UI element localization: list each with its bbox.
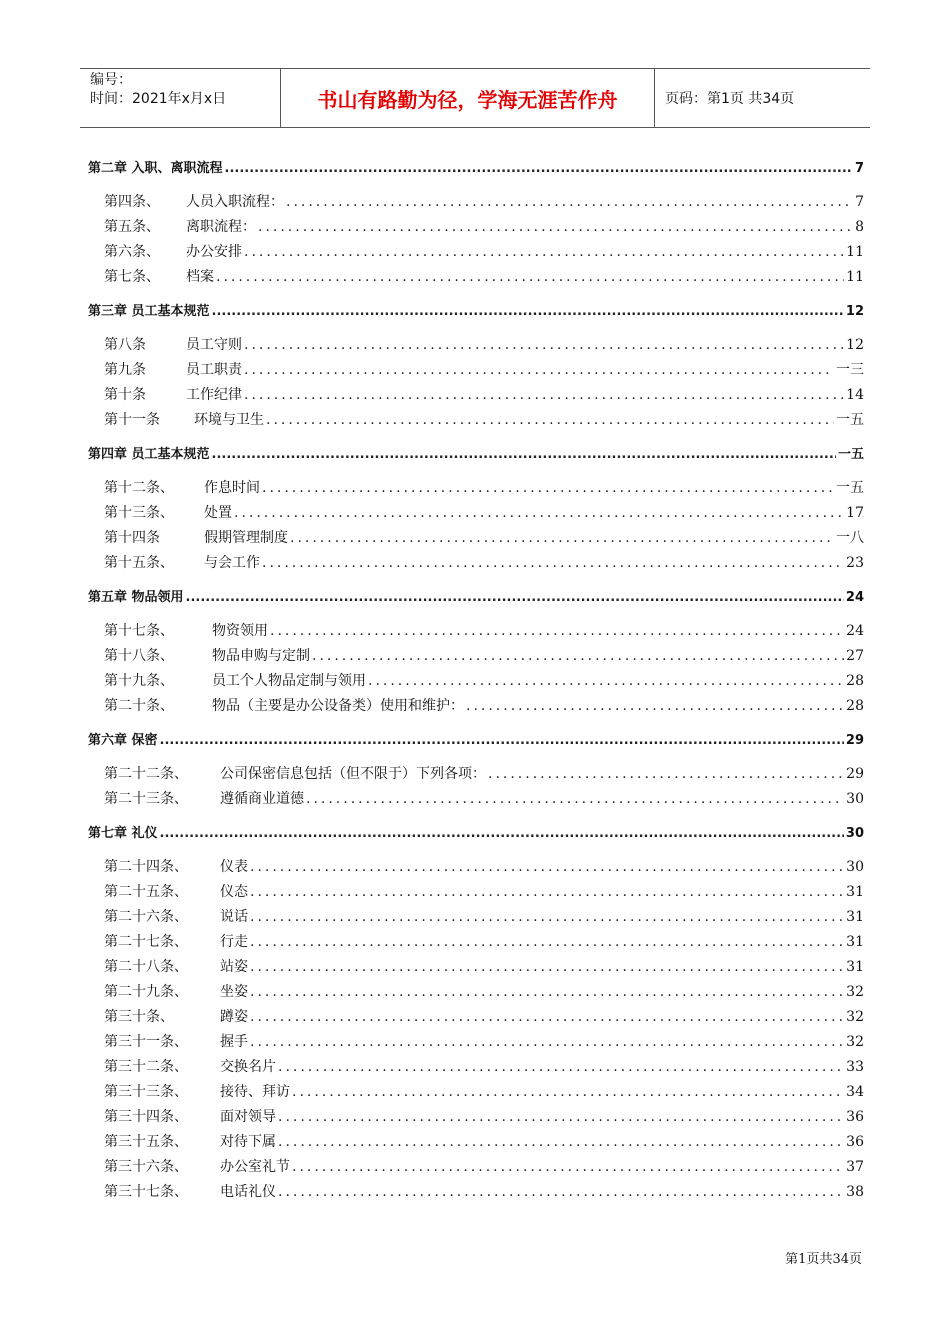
toc-dot-leader — [250, 855, 844, 880]
toc-item-row — [88, 762, 864, 787]
toc-page-number: 30 — [846, 791, 864, 807]
toc-dot-leader — [216, 265, 844, 290]
toc-item-title: 握手 — [220, 1034, 248, 1050]
toc-chapter-title: 第四章 员工基本规范 — [88, 447, 210, 462]
toc-item-title: 处置 — [204, 505, 232, 521]
toc-item-row — [88, 408, 864, 433]
header-page-info — [655, 69, 870, 127]
toc-page-number: 32 — [846, 1034, 864, 1050]
toc-dot-leader — [262, 551, 844, 576]
toc-dot-leader — [250, 1030, 844, 1055]
toc-chapter-row — [88, 299, 864, 324]
toc-item-title: 员工职责 — [186, 362, 242, 378]
toc-page-number: 一三 — [836, 362, 864, 378]
toc-item-title: 电话礼仪 — [220, 1184, 276, 1200]
toc-item-number: 第三十一条、 — [104, 1034, 188, 1050]
toc-page-number: 12 — [845, 304, 864, 319]
toc-dot-leader — [286, 190, 853, 215]
toc-item-row — [88, 240, 864, 265]
toc-dot-leader — [250, 905, 844, 930]
toc-item-title: 遵循商业道德 — [220, 791, 304, 807]
toc-item-title: 站姿 — [220, 959, 248, 975]
toc-chapter-title: 第二章 入职、离职流程 — [88, 161, 223, 176]
toc-item-title: 对待下属 — [220, 1134, 276, 1150]
toc-page-number: 36 — [846, 1109, 864, 1125]
toc-item-number: 第十条 — [104, 387, 146, 403]
toc-item-number: 第九条 — [104, 362, 146, 378]
toc-item-number: 第二十六条、 — [104, 909, 188, 925]
toc-dot-leader — [368, 669, 844, 694]
toc-dot-leader — [250, 955, 844, 980]
toc-item-number: 第二十条、 — [104, 698, 174, 714]
toc-item-number: 第八条 — [104, 337, 146, 353]
toc-item-title: 说话 — [220, 909, 248, 925]
toc-item-row — [88, 955, 864, 980]
toc-dot-leader — [250, 1005, 844, 1030]
toc-item-number: 第二十四条、 — [104, 859, 188, 875]
toc-chapter-row — [88, 821, 864, 846]
toc-page-number: 17 — [846, 505, 864, 521]
toc-page-number: 12 — [846, 337, 864, 353]
toc-page-number: 31 — [846, 934, 864, 950]
toc-dot-leader — [292, 1080, 844, 1105]
toc-item-number: 第二十三条、 — [104, 791, 188, 807]
toc-item-title: 办公安排 — [186, 244, 242, 260]
toc-item-row — [88, 1005, 864, 1030]
toc-page-number: 一五 — [837, 447, 864, 462]
toc-page-number: 24 — [845, 590, 864, 605]
toc-item-number: 第十九条、 — [104, 673, 174, 689]
footer-page-number: 第1页共34页 — [785, 1252, 862, 1267]
toc-item-title: 物资领用 — [212, 623, 268, 639]
toc-item-row — [88, 1130, 864, 1155]
toc-item-title: 接待、拜访 — [220, 1084, 290, 1100]
toc-dot-leader — [212, 299, 844, 324]
toc-item-title: 蹲姿 — [220, 1009, 248, 1025]
toc-item-row — [88, 669, 864, 694]
toc-item-row — [88, 190, 864, 215]
toc-item-number: 第三十二条、 — [104, 1059, 188, 1075]
toc-dot-leader — [466, 694, 844, 719]
toc-item-title: 人员入职流程： — [186, 194, 284, 210]
toc-page-number: 31 — [846, 909, 864, 925]
toc-page-number: 30 — [845, 826, 864, 841]
toc-page-number: 29 — [845, 733, 864, 748]
toc-item-title: 档案 — [186, 269, 214, 285]
toc-dot-leader — [244, 383, 844, 408]
toc-dot-leader — [312, 644, 844, 669]
toc-page-number: 38 — [846, 1184, 864, 1200]
toc-chapter-row — [88, 156, 864, 181]
toc-item-row — [88, 644, 864, 669]
document-header — [80, 68, 870, 128]
toc-item-number: 第十一条 — [104, 412, 160, 428]
toc-item-row — [88, 526, 864, 551]
toc-item-row — [88, 383, 864, 408]
toc-item-row — [88, 905, 864, 930]
toc-page-number: 一八 — [836, 530, 864, 546]
toc-dot-leader — [488, 762, 844, 787]
toc-item-title: 办公室礼节 — [220, 1159, 290, 1175]
toc-page-number: 8 — [855, 219, 864, 235]
toc-dot-leader — [258, 215, 853, 240]
toc-item-number: 第二十八条、 — [104, 959, 188, 975]
toc-page-number: 30 — [846, 859, 864, 875]
page-footer — [785, 1248, 862, 1267]
toc-dot-leader — [225, 156, 853, 181]
toc-item-row — [88, 215, 864, 240]
toc-item-row — [88, 880, 864, 905]
toc-item-row — [88, 694, 864, 719]
toc-item-number: 第十七条、 — [104, 623, 174, 639]
toc-item-row — [88, 501, 864, 526]
toc-item-number: 第十五条、 — [104, 555, 174, 571]
toc-dot-leader — [212, 442, 836, 467]
toc-item-row — [88, 787, 864, 812]
toc-item-title: 面对领导 — [220, 1109, 276, 1125]
toc-dot-leader — [278, 1130, 844, 1155]
toc-chapter-row — [88, 728, 864, 753]
toc-item-title: 物品（主要是办公设备类）使用和维护： — [212, 698, 464, 714]
toc-item-number: 第三十三条、 — [104, 1084, 188, 1100]
toc-item-title: 离职流程： — [186, 219, 256, 235]
toc-item-row — [88, 1080, 864, 1105]
toc-item-title: 仪表 — [220, 859, 248, 875]
toc-item-number: 第十二条、 — [104, 480, 174, 496]
toc-page-number: 28 — [846, 673, 864, 689]
toc-item-number: 第二十五条、 — [104, 884, 188, 900]
toc-page-number: 7 — [854, 161, 864, 176]
toc-item-number: 第二十二条、 — [104, 766, 188, 782]
toc-page-number: 23 — [846, 555, 864, 571]
toc-dot-leader — [278, 1105, 844, 1130]
toc-dot-leader — [244, 358, 834, 383]
toc-dot-leader — [186, 585, 844, 610]
toc-page-number: 11 — [846, 269, 864, 285]
toc-page-number: 一五 — [836, 480, 864, 496]
toc-item-title: 仪态 — [220, 884, 248, 900]
toc-item-title: 工作纪律 — [186, 387, 242, 403]
toc-item-number: 第七条、 — [104, 269, 160, 285]
toc-dot-leader — [250, 880, 844, 905]
toc-item-number: 第十八条、 — [104, 648, 174, 664]
toc-page-number: 29 — [846, 766, 864, 782]
toc-dot-leader — [250, 980, 844, 1005]
toc-page-number: 28 — [846, 698, 864, 714]
toc-dot-leader — [292, 1155, 844, 1180]
toc-page-number: 11 — [846, 244, 864, 260]
toc-page-number: 7 — [855, 194, 864, 210]
toc-item-row — [88, 930, 864, 955]
toc-dot-leader — [266, 408, 834, 433]
toc-item-row — [88, 358, 864, 383]
toc-item-title: 公司保密信息包括（但不限于）下列各项： — [220, 766, 486, 782]
toc-page-number: 36 — [846, 1134, 864, 1150]
toc-item-row — [88, 265, 864, 290]
toc-item-row — [88, 1030, 864, 1055]
toc-item-row — [88, 980, 864, 1005]
toc-item-number: 第三十五条、 — [104, 1134, 188, 1150]
toc-dot-leader — [244, 240, 844, 265]
toc-item-row — [88, 1105, 864, 1130]
toc-dot-leader — [278, 1055, 844, 1080]
toc-item-row — [88, 476, 864, 501]
doc-number-label: 编号： — [90, 72, 132, 88]
toc-page-number: 34 — [846, 1084, 864, 1100]
toc-item-title: 交换名片 — [220, 1059, 276, 1075]
toc-page-number: 33 — [846, 1059, 864, 1075]
toc-item-number: 第三十条、 — [104, 1009, 174, 1025]
toc-dot-leader — [160, 821, 844, 846]
toc-dot-leader — [160, 728, 844, 753]
toc-item-number: 第六条、 — [104, 244, 160, 260]
toc-page-number: 31 — [846, 884, 864, 900]
toc-dot-leader — [234, 501, 844, 526]
toc-item-title: 假期管理制度 — [204, 530, 288, 546]
toc-page-number: 31 — [846, 959, 864, 975]
toc-item-row — [88, 855, 864, 880]
toc-item-row — [88, 333, 864, 358]
toc-item-row — [88, 1180, 864, 1205]
toc-dot-leader — [250, 930, 844, 955]
doc-time-label: 时间：2021年x月x日 — [90, 91, 227, 107]
toc-item-title: 与会工作 — [204, 555, 260, 571]
toc-item-row — [88, 619, 864, 644]
toc-item-title: 员工个人物品定制与领用 — [212, 673, 366, 689]
toc-item-row — [88, 1155, 864, 1180]
toc-dot-leader — [244, 333, 844, 358]
toc-item-number: 第四条、 — [104, 194, 160, 210]
toc-item-title: 物品申购与定制 — [212, 648, 310, 664]
header-meta — [80, 69, 281, 127]
page-info-text: 页码：第1页 共34页 — [665, 91, 795, 107]
toc-item-number: 第二十九条、 — [104, 984, 188, 1000]
toc-chapter-title: 第六章 保密 — [88, 733, 158, 748]
toc-item-title: 员工守则 — [186, 337, 242, 353]
toc-item-number: 第三十七条、 — [104, 1184, 188, 1200]
toc-item-title: 坐姿 — [220, 984, 248, 1000]
toc-dot-leader — [290, 526, 834, 551]
toc-dot-leader — [306, 787, 844, 812]
toc-page-number: 37 — [846, 1159, 864, 1175]
header-motto — [281, 69, 655, 127]
toc-item-row — [88, 1055, 864, 1080]
toc-item-title: 作息时间 — [204, 480, 260, 496]
toc-chapter-row — [88, 442, 864, 467]
toc-page-number: 32 — [846, 1009, 864, 1025]
table-of-contents — [88, 156, 864, 1205]
toc-item-number: 第三十六条、 — [104, 1159, 188, 1175]
toc-dot-leader — [278, 1180, 844, 1205]
toc-page-number: 24 — [846, 623, 864, 639]
toc-item-title: 环境与卫生 — [194, 412, 264, 428]
toc-chapter-title: 第七章 礼仪 — [88, 826, 158, 841]
toc-item-title: 行走 — [220, 934, 248, 950]
toc-page-number: 14 — [846, 387, 864, 403]
toc-chapter-title: 第三章 员工基本规范 — [88, 304, 210, 319]
toc-item-number: 第五条、 — [104, 219, 160, 235]
toc-page-number: 27 — [846, 648, 864, 664]
toc-item-number: 第二十七条、 — [104, 934, 188, 950]
toc-dot-leader — [270, 619, 844, 644]
toc-item-number: 第十四条 — [104, 530, 160, 546]
toc-page-number: 32 — [846, 984, 864, 1000]
toc-item-row — [88, 551, 864, 576]
toc-item-number: 第三十四条、 — [104, 1109, 188, 1125]
motto-text: 书山有路勤为径，学海无涯苦作舟 — [317, 87, 618, 112]
toc-page-number: 一五 — [836, 412, 864, 428]
toc-dot-leader — [262, 476, 834, 501]
toc-chapter-title: 第五章 物品领用 — [88, 590, 184, 605]
toc-item-number: 第十三条、 — [104, 505, 174, 521]
toc-chapter-row — [88, 585, 864, 610]
